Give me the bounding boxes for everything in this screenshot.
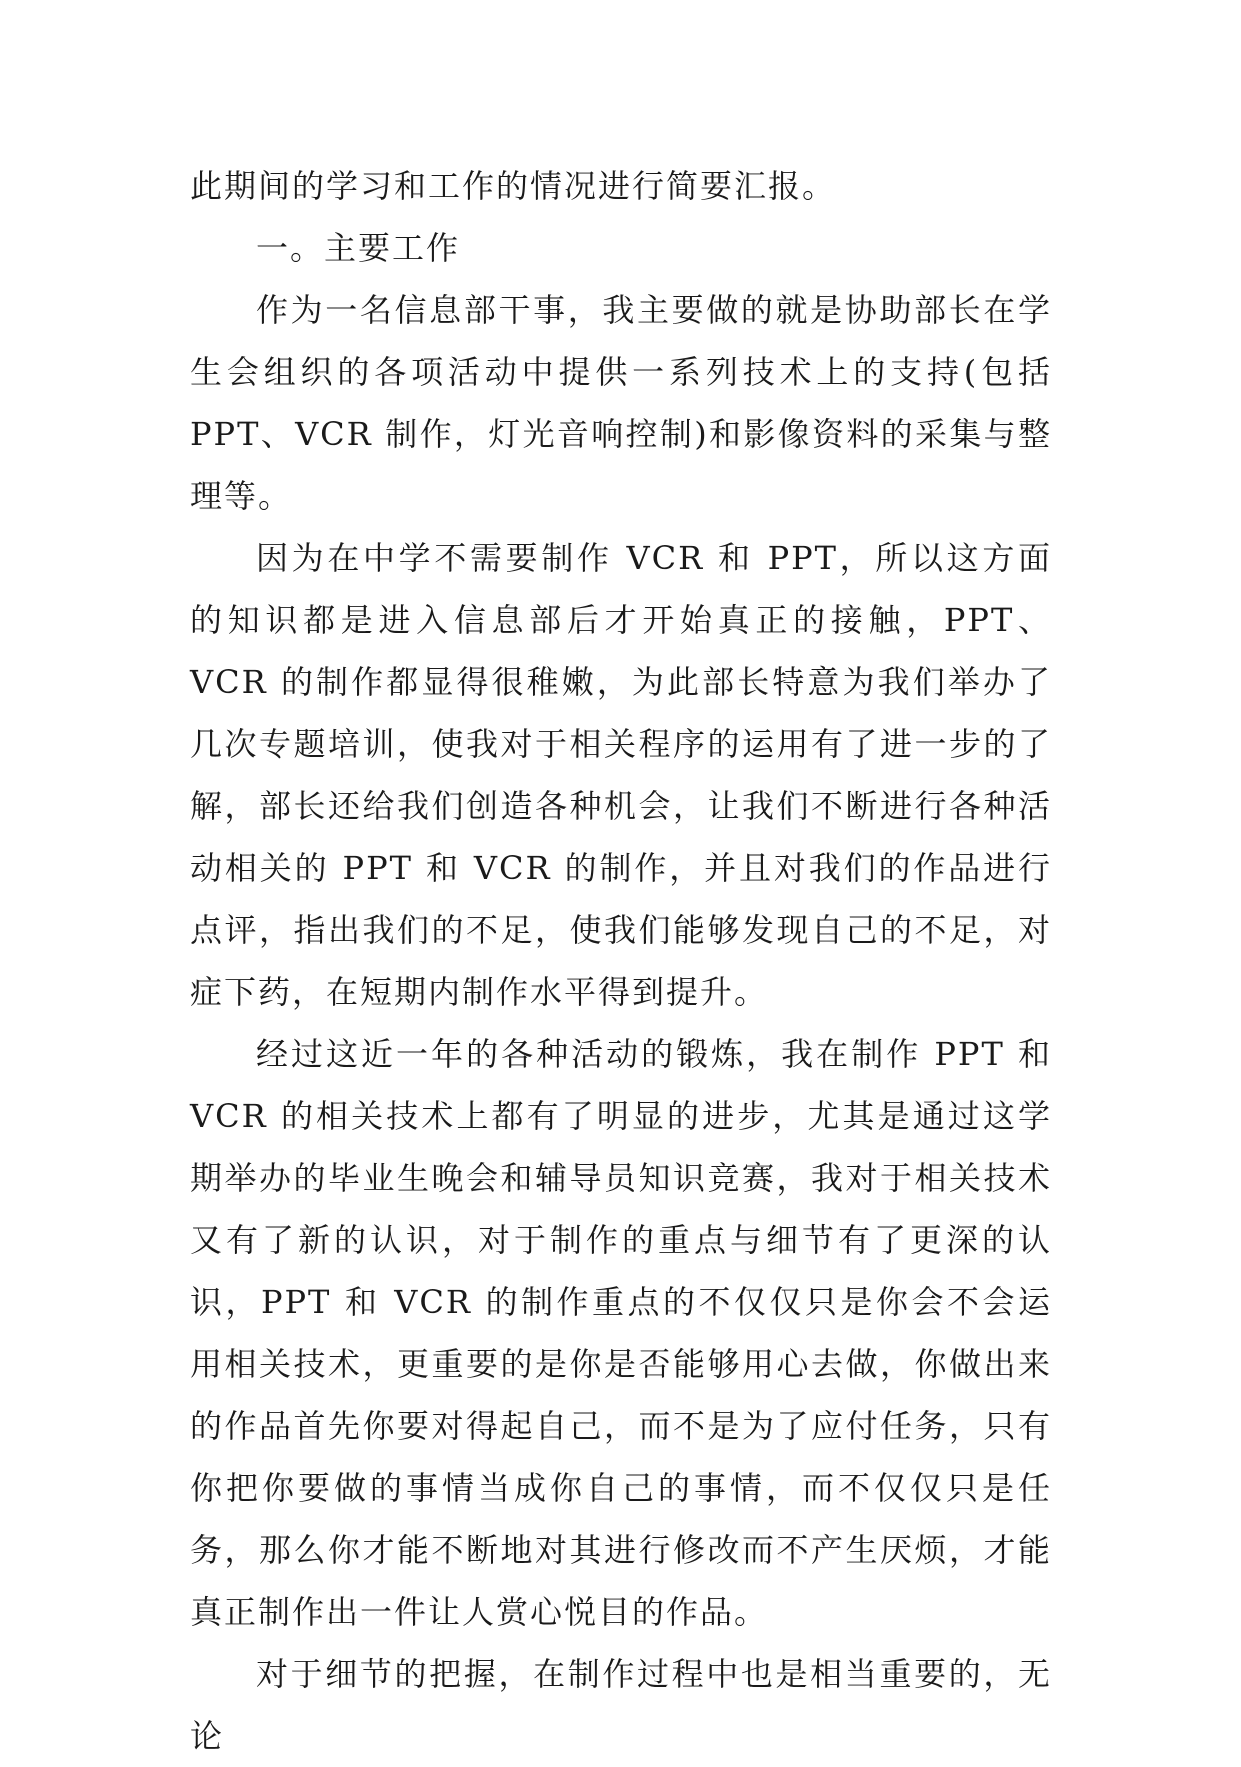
paragraph-role-description: 作为一名信息部干事，我主要做的就是协助部长在学生会组织的各项活动中提供一系列技术上的支持(包括 PPT、VCR 制作，灯光音响控制)和影像资料的采集与整理等。 xyxy=(190,291,1052,515)
section-heading-main-work: 一。主要工作 xyxy=(256,229,461,267)
paragraph-progress: 经过这近一年的各种活动的锻炼，我在制作 PPT 和 VCR 的相关技术上都有了明显的进步，尤其是通过这学期举办的毕业生晚会和辅导员知识竞赛，我对于相关技术又有了新的认识，对于制作的重点与细节有了更深的认识，PPT 和 VCR 的制作重点的不仅仅只是你会不会运用相关技术，更重要的是你是否能够用心去做，你做出来的作品首先你要对得起自己，而不是为了应付任务，只有你把你要做的事情当成你自己的事情，而不仅仅只是任务，那么你才能不断地对其进行修改而不产生厌烦，才能真正制作出一件让人赏心悦目的作品。 xyxy=(190,1035,1052,1631)
paragraph-training: 因为在中学不需要制作 VCR 和 PPT，所以这方面的知识都是进入信息部后才开始真正的接触，PPT、VCR 的制作都显得很稚嫩，为此部长特意为我们举办了几次专题培训，使我对于相关程序的运用有了进一步的了解，部长还给我们创造各种机会，让我们不断进行各种活动相关的 PPT 和 VCR 的制作，并且对我们的作品进行点评，指出我们的不足，使我们能够发现自己的不足，对症下药，在短期内制作水平得到提升。 xyxy=(190,539,1052,1011)
document-body xyxy=(190,155,1052,1767)
paragraph-intro-continuation: 此期间的学习和工作的情况进行简要汇报。 xyxy=(190,167,837,205)
paragraph-details: 对于细节的把握，在制作过程中也是相当重要的，无论 xyxy=(190,1655,1052,1755)
